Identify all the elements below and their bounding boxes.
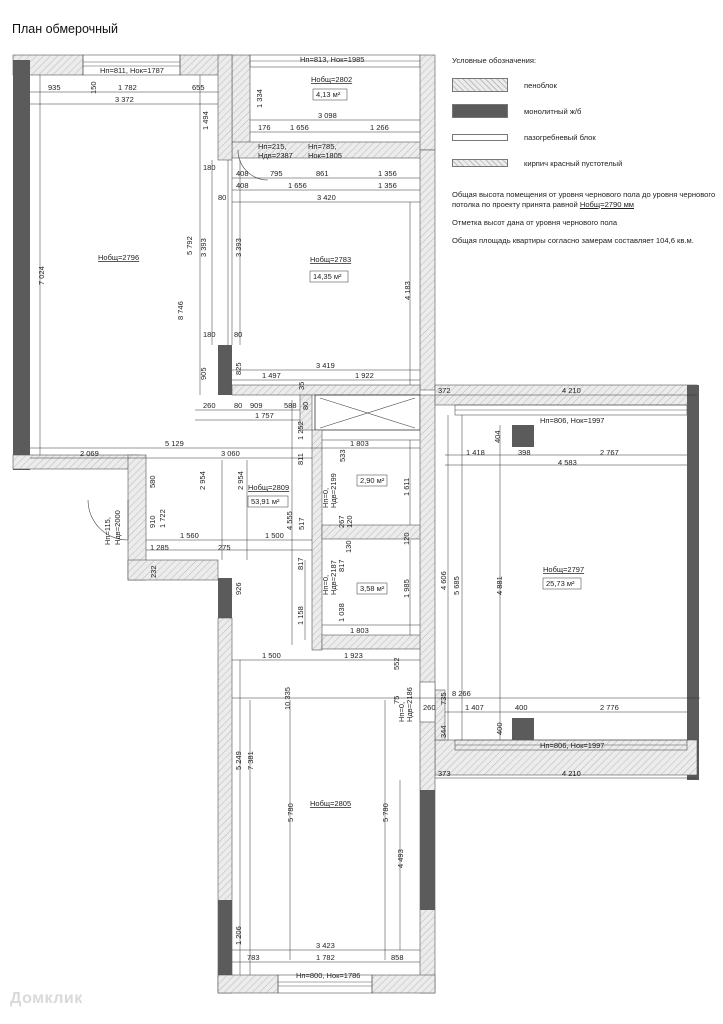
dimension-value: 275 — [218, 543, 231, 552]
dimension-value: 344 — [439, 725, 448, 738]
dimension-value: 3 419 — [316, 361, 335, 370]
room-height: Hобщ=2802 — [311, 75, 353, 84]
dimension-value: 120 — [345, 515, 354, 528]
dimension-value: 552 — [392, 657, 401, 670]
dimension-value: 580 — [148, 475, 157, 488]
plan-title: План обмерочный — [12, 22, 118, 36]
height-note — [452, 190, 718, 210]
room-area: 3,58 м² — [360, 584, 385, 593]
dimension-value: 400 — [515, 703, 528, 712]
dimension-value: 8 746 — [176, 301, 185, 320]
dimension-value: 1 206 — [234, 926, 243, 945]
dimension-value: 400 — [495, 722, 504, 735]
opening-label: Hп=806, Hок=1997 — [540, 741, 605, 750]
dimension-value: 935 — [48, 83, 61, 92]
room-area: 25,73 м² — [546, 579, 575, 588]
dimension-value: 408 — [236, 169, 249, 178]
opening-label: Hок=1805 — [308, 151, 342, 160]
dimension-value: 926 — [234, 582, 243, 595]
dimension-value: 1 656 — [290, 123, 309, 132]
dimension-value: 35 — [297, 381, 306, 390]
dimension-value: 4 210 — [562, 769, 581, 778]
dimension-value: 861 — [316, 169, 329, 178]
dimension-value: 4 881 — [495, 576, 504, 595]
dimension-value: 1 285 — [150, 543, 169, 552]
dimension-value: 910 — [148, 515, 157, 528]
room-height: Hобщ=2797 — [543, 565, 585, 574]
room-area: 53,91 м² — [251, 497, 280, 506]
opening-label: Hп=215, — [258, 142, 287, 151]
foam-block-swatch — [452, 78, 508, 92]
dimension-value: 1 418 — [466, 448, 485, 457]
dimension-value: 3 393 — [199, 238, 208, 257]
dimension-value: 533 — [338, 449, 347, 462]
opening-label: Hдв=2000 — [113, 510, 122, 545]
opening-label: Hп=0, — [397, 701, 406, 722]
dimension-value: 130 — [344, 540, 353, 553]
dimension-value: 75 — [392, 695, 401, 704]
dimension-value: 2 767 — [600, 448, 619, 457]
dimension-value: 4 183 — [403, 281, 412, 300]
dimension-value: 1 757 — [255, 411, 274, 420]
brick-swatch — [452, 159, 508, 167]
dimension-value: 80 — [301, 401, 310, 410]
dimension-value: 588 — [284, 401, 297, 410]
dimension-value: 1 500 — [262, 651, 281, 660]
height-note-value: Hобщ=2790 мм — [579, 200, 635, 209]
dimension-value: 80 — [234, 330, 243, 339]
tongue-groove-swatch — [452, 134, 508, 141]
dimension-value: 1 497 — [262, 371, 281, 380]
dimension-value: 120 — [402, 532, 411, 545]
opening-label: Hп=813, Hок=1985 — [300, 55, 365, 64]
dimension-value: 1 356 — [378, 181, 397, 190]
dimension-value: 1 560 — [180, 531, 199, 540]
dimension-value: 1 252 — [296, 421, 305, 440]
dimension-value: 517 — [297, 517, 306, 530]
dimension-value: 3 393 — [234, 238, 243, 257]
opening-label: Hдв=2199 — [329, 473, 338, 508]
dimension-value: 5 792 — [185, 236, 194, 255]
dimension-value: 817 — [337, 559, 346, 572]
dimension-value: 150 — [89, 81, 98, 94]
dimension-value: 4 493 — [396, 849, 405, 868]
room-height: Hобщ=2809 — [248, 483, 290, 492]
opening-label: Hп=800, Hок=1786 — [296, 971, 361, 980]
dimension-value: 5 685 — [452, 576, 461, 595]
dimension-value: 176 — [258, 123, 271, 132]
legend-item-foam-block — [452, 78, 720, 104]
area-note: Общая площадь квартиры согласно замерам составляет 104,6 кв.м. — [452, 236, 694, 245]
dimension-value: 5 249 — [234, 751, 243, 770]
opening-label: Hп=0, — [321, 574, 330, 595]
dimension-value: 1 923 — [344, 651, 363, 660]
dimension-value: 398 — [518, 448, 531, 457]
dimension-value: 1 407 — [465, 703, 484, 712]
dimension-value: 10 335 — [283, 687, 292, 710]
dimension-value: 373 — [438, 769, 451, 778]
dimension-value: 1 782 — [118, 83, 137, 92]
dimension-value: 3 420 — [317, 193, 336, 202]
dimension-value: 3 372 — [115, 95, 134, 104]
legend-heading: Условные обозначения: — [452, 56, 537, 65]
room-height: Hобщ=2805 — [310, 799, 352, 808]
dimension-value: 404 — [493, 430, 502, 443]
room-height: Hобщ=2796 — [98, 253, 140, 262]
opening-label: Hп=785, — [308, 142, 337, 151]
dimension-value: 4 210 — [562, 386, 581, 395]
opening-label: Hдв=2387 — [258, 151, 293, 160]
dimension-value: 909 — [250, 401, 263, 410]
dimension-value: 260 — [423, 703, 436, 712]
dimension-value: 1 611 — [402, 477, 411, 496]
dimension-value: 260 — [203, 401, 216, 410]
dimension-value: 1 500 — [265, 531, 284, 540]
dimension-value: 817 — [296, 557, 305, 570]
room-area: 4,13 м² — [316, 90, 341, 99]
legend-label: пеноблок — [524, 81, 557, 90]
dimension-value: 80 — [218, 193, 227, 202]
dimension-value: 655 — [192, 83, 205, 92]
dimension-value: 7 024 — [37, 266, 46, 285]
dimension-value: 3 423 — [316, 941, 335, 950]
legend — [452, 56, 720, 246]
dimension-value: 180 — [203, 330, 216, 339]
dimension-value: 1 158 — [296, 606, 305, 625]
dimension-value: 267 — [337, 515, 346, 528]
legend-item-brick — [452, 156, 720, 182]
dimension-value: 783 — [247, 953, 260, 962]
legend-item-monolith — [452, 104, 720, 130]
dimension-value: 1 803 — [350, 626, 369, 635]
dimension-value: 1 656 — [288, 181, 307, 190]
dimension-value: 180 — [203, 163, 216, 172]
dimension-value: 1 985 — [402, 579, 411, 598]
dimension-value: 8 266 — [452, 689, 471, 698]
dimension-value: 4 555 — [285, 511, 294, 530]
dimension-value: 1 266 — [370, 123, 389, 132]
dimension-value: 1 922 — [355, 371, 374, 380]
room-area: 14,35 м² — [313, 272, 342, 281]
legend-item-tongue-groove — [452, 130, 720, 156]
opening-label: Hдв=2186 — [405, 687, 414, 722]
dimension-value: 5 780 — [381, 803, 390, 822]
monolith-swatch — [452, 104, 508, 118]
opening-label: Hп=811, Hок=1787 — [100, 66, 164, 75]
dimension-value: 795 — [270, 169, 283, 178]
opening-label: Hдв=2187 — [329, 560, 338, 595]
dimension-value: 3 060 — [221, 449, 240, 458]
dimension-value: 1 782 — [316, 953, 335, 962]
dimension-value: 1 722 — [158, 509, 167, 528]
dimension-value: 735 — [439, 692, 448, 705]
room-area: 2,90 м² — [360, 476, 385, 485]
dimension-value: 372 — [438, 386, 451, 395]
opening-label: Hп=115, — [103, 517, 112, 545]
dimension-value: 2 954 — [236, 471, 245, 490]
dimension-value: 5 780 — [286, 803, 295, 822]
opening-label: Hп=0, — [321, 487, 330, 508]
dimension-value: 408 — [236, 181, 249, 190]
dimension-value: 4 606 — [439, 571, 448, 590]
dimension-value: 4 583 — [558, 458, 577, 467]
dimension-value: 1 803 — [350, 439, 369, 448]
dimension-value: 7 381 — [246, 751, 255, 770]
legend-label: пазогребневый блок — [524, 133, 596, 142]
legend-label: монолитный ж/б — [524, 107, 582, 116]
dimension-value: 2 776 — [600, 703, 619, 712]
dimension-value: 1 038 — [337, 603, 346, 622]
dimension-value: 858 — [391, 953, 404, 962]
dimension-value: 232 — [149, 565, 158, 578]
dimension-value: 905 — [199, 367, 208, 380]
dimension-value: 825 — [234, 362, 243, 375]
level-note: Отметка высот дана от уровня чернового пола — [452, 218, 618, 227]
legend-label: кирпич красный пустотелый — [524, 159, 623, 168]
dimension-value: 1 334 — [255, 89, 264, 108]
watermark-logo: Домклик — [10, 990, 83, 1007]
dimension-value: 1 494 — [201, 111, 210, 130]
height-note-text: Общая высота помещения от уровня чернового пола до уровня чернового потолка по проекту принята равной — [452, 190, 716, 209]
dimension-value: 3 098 — [318, 111, 337, 120]
dimension-value: 1 356 — [378, 169, 397, 178]
dimension-value: 80 — [234, 401, 243, 410]
room-height: Hобщ=2783 — [310, 255, 352, 264]
dimension-value: 5 129 — [165, 439, 184, 448]
dimension-value: 2 954 — [198, 471, 207, 490]
opening-label: Hп=806, Hок=1997 — [540, 416, 605, 425]
dimension-value: 2 069 — [80, 449, 99, 458]
dimension-value: 811 — [296, 453, 305, 465]
